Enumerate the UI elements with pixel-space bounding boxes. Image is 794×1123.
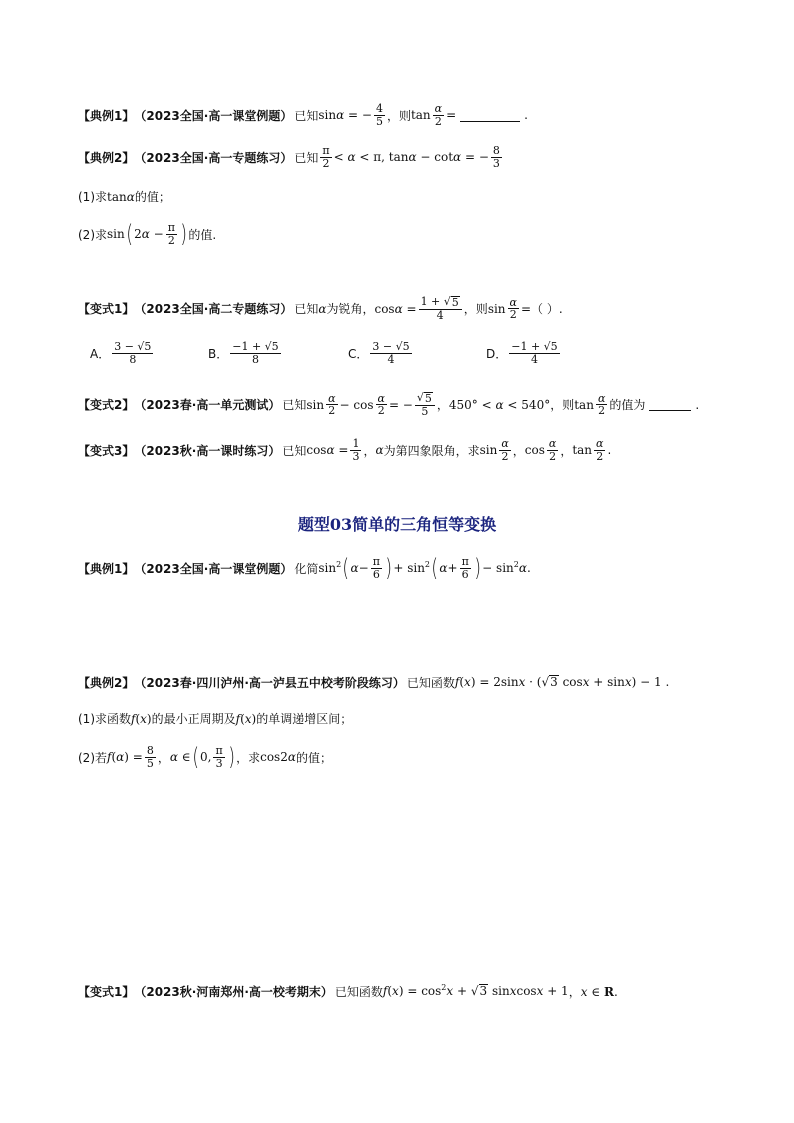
fraction: $\frac{4}{5}$ [375,102,383,128]
answer-blank[interactable] [460,109,520,122]
section-example-2-question-2: (2)若 f(α) = $\frac{8}{5}$ ， α ∈ ( 0, $\frac{\pi}{3}$ ) ，求 cos2α 的值； [78,743,332,772]
section-example-2: 【典例2】 （2023春·四川泸州·高一泸县五中校考阶段练习） 已知函数 f(x) = 2sinx · ( √ 3 cosx + sinx) − 1 . [78,675,670,690]
source-note: （2023全国·高一课堂例题） [134,108,293,123]
option-d[interactable]: D． $\frac{-1 + √5}{4}$ [486,340,558,366]
example-2-question-1: (1)求 tanα 的值； [78,189,171,204]
section-example-1: 【典例1】 （2023全国·高一课堂例题） 化简 $\sin^2$ ( α − $\frac{\pi}{6}$ ) + $\sin^2$ ( α + $\frac{\pi}{6}$ ) − $\sin^2\alpha$ . [78,554,531,583]
section-title: 题型03简单的三角恒等变换 [297,515,497,534]
example-2-question-2: (2)求 sin ( 2α − $\frac{\pi}{2}$ ) 的值. [78,220,217,249]
option-b[interactable]: B． $\frac{-1 + √5}{8}$ [208,340,279,366]
variant-3: 【变式3】 （2023秋·高一课时练习） 已知 cosα = $\frac{1}{3}$ ， α 为第四象限角，求 sin $\frac{\alpha}{2}$ ， cos $\frac{\alpha}{2}$ ， tan $\frac{\alpha}{2}$ . [78,437,612,463]
math-expression: sinα = − [318,108,372,123]
variant-1: 【变式1】 （2023全国·高二专题练习） 已知 α 为锐角， cosα = 1 + √ 5 4 ，则 sin $\frac{\alpha}{2}$ = （ ）. [78,295,563,323]
section-variant-1: 【变式1】 （2023秋·河南郑州·高一校考期末） 已知函数 $f(x) = \cos^2x$ + √ 3 sinxcosx + 1 ， x ∈ R . [78,983,618,999]
option-a[interactable]: A． $\frac{3 - √5}{8}$ [90,340,152,366]
variant-2: 【变式2】 （2023春·高一单元测试） 已知 sin $\frac{\alpha}{2}$ − cos $\frac{\alpha}{2}$ = − √ 5 5 ， 450° < α < 540° ，则 tan $\frac{\alpha}{2}$ 的值为 . [78,391,700,419]
example-1: 【典例1】 （2023全国·高一课堂例题） 已知 sinα = − $\frac{4}{5}$ ，则 tan $\frac{\alpha}{2}$ = . [78,102,528,128]
option-c[interactable]: C． $\frac{3 - √5}{4}$ [348,340,410,366]
section-example-2-question-1: (1)求函数 f(x) 的最小正周期及 f(x) 的单调递增区间； [78,711,353,726]
answer-blank[interactable] [649,398,691,411]
example-2: 【典例2】 （2023全国·高一专题练习） 已知 $\frac{\pi}{2}$ < α < π, tanα − cotα = − $\frac{8}{3}$ [78,144,500,170]
example-tag: 【典例1】 [78,108,135,123]
